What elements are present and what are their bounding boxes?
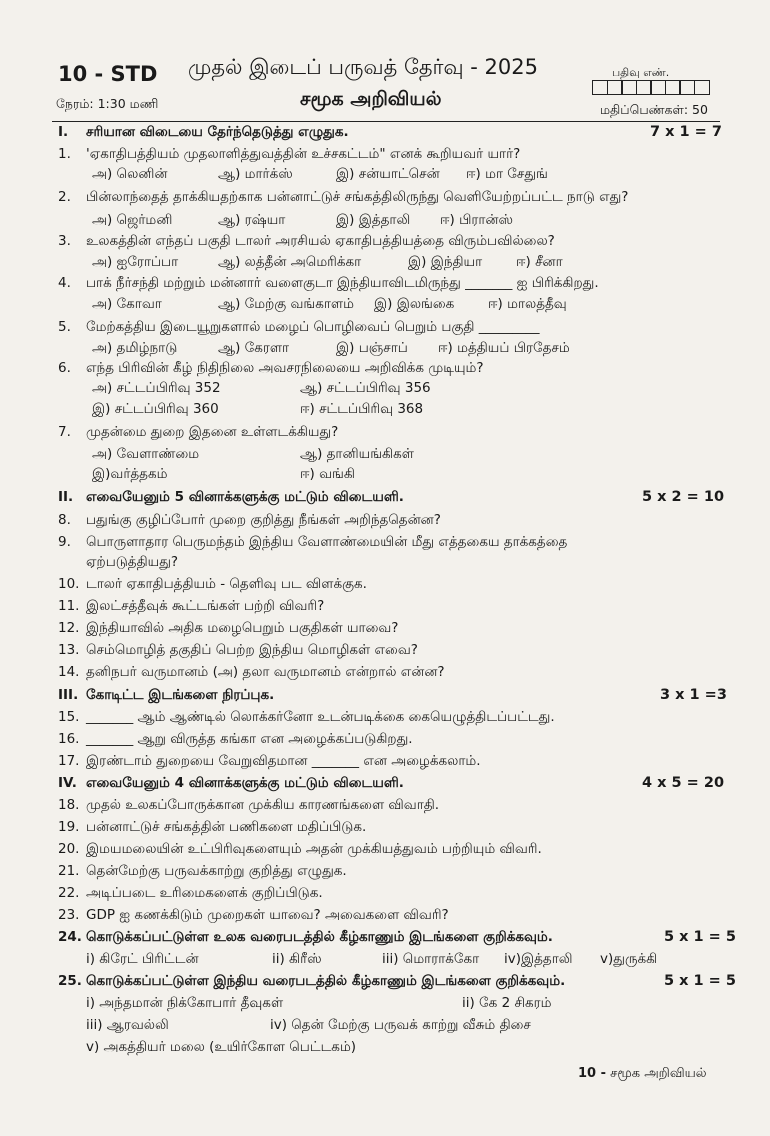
exam-time: நேரம்: 1:30 மணி	[56, 96, 159, 111]
footer-subject: சமூக அறிவியல்	[610, 1066, 707, 1081]
subject-title: சமூக அறிவியல்	[300, 88, 442, 110]
reg-no-label: பதிவு எண்.	[612, 66, 670, 79]
standard-label: 10 - STD	[58, 62, 158, 86]
total-marks: மதிப்பெண்கள்: 50	[600, 102, 708, 117]
exam-paper-page: 10 - STD முதல் இடைப் பருவத் தேர்வு - 2025 பதிவு எண். நேரம்: 1:30 மணி சமூக அறிவியல் மதிப்பெண்கள்: 50 I. சரியான விடையை தேர்ந்தெடுத்து எழுதுக. 7 x 1 = 7 1. 'ஏகாதிபத்தியம் முதலாளித்துவத்தின் உச்சகட்டம்" எனக் கூறியவர் யார்? அ) லெனின் ஆ) மார்க்ஸ் இ) சன்யாட்சென் ஈ) மா சேதுங் 2. பின்லாந்தைத் தாக்கியதற்காக பன்னாட்டுச் சங்கத்திலிருந்து வெளியேற்றப்பட்ட நாடு எது? அ) ஜெர்மனி ஆ) ரஷ்யா இ) இத்தாலி ஈ) பிரான்ஸ் 3. உலகத்தின் எந்தப் பகுதி டாலர் அரசியல் ஏகாதிபத்தியத்தை விரும்பவில்லை? அ) ஐரோப்பா ஆ) லத்தீன் அமெரிக்கா இ) இந்தியா ஈ) சீனா 4. பாக் நீர்சந்தி மற்றும் மன்னார் வளைகுடா இந்தியாவிடமிருந்து _______ ஐ பிரிக்கிறது. அ) கோவா ஆ) மேற்கு வங்காளம் இ) இலங்கை ஈ) மாலத்தீவு 5. மேற்கத்திய இடையூறுகளால் மழைப் பொழிவைப் பெறும் பகுதி _________ அ) தமிழ்நாடு ஆ) கேரளா இ) பஞ்சாப் ஈ) மத்தியப் பிரதேசம் 6. எந்த பிரிவின் கீழ் நிதிநிலை அவசரநிலையை அறிவிக்க முடியும்? அ) சட்டப்பிரிவு 352 ஆ) சட்டப்பிரிவு 356 இ) சட்டப்பிரிவு 360 ஈ) சட்டப்பிரிவு 368 7. முதன்மை துறை இதனை உள்ளடக்கியது? அ) வேளாண்மை ஆ) தானியங்கிகள் இ)வர்த்தகம் ஈ) வங்கி II. எவையேனும் 5 வினாக்களுக்கு மட்டும் விடையளி. 5 x 2 = 10 8. பதுங்கு குழிப்போர் முறை குறித்து நீங்கள் அறிந்ததென்ன? 9. பொருளாதார பெருமந்தம் இந்திய வேளாண்மையின் மீது எத்தகைய தாக்கத்தை ஏற்படுத்தியது? 10. டாலர் ஏகாதிபத்தியம் - தெளிவு பட விளக்குக. 11. இலட்சத்தீவுக் கூட்டங்கள் பற்றி விவரி? 12. இந்தியாவில் அதிக மழைபெறும் பகுதிகள் யாவை? 13. செம்மொழித் தகுதிப் பெற்ற இந்திய மொழிகள் எவை? 14. தனிநபர் வருமானம் (அ) தலா வருமானம் என்றால் என்ன? III. கோடிட்ட இடங்களை நிரப்புக. 3 x 1 =3 15. _______ ஆம் ஆண்டில் லொக்கர்னோ உடன்படிக்கை கையெழுத்திடப்பட்டது. 16. _______ ஆறு விருத்த கங்கா என அழைக்கப்படுகிறது. 17. இரண்டாம் துறையை வேறுவிதமான _______ என அழைக்கலாம். IV. எவையேனும் 4 வினாக்களுக்கு மட்டும் விடையளி. 4 x 5 = 20 18. முதல் உலகப்போருக்கான முக்கிய காரணங்களை விவாதி. 19. பன்னாட்டுச் சங்கத்தின் பணிகளை மதிப்பிடுக. 20. இமயமலையின் உட்பிரிவுகளையும் அதன் முக்கியத்துவம் பற்றியும் விவரி. 21. தென்மேற்கு பருவக்காற்று குறித்து எழுதுக. 22. அடிப்படை உரிமைகளைக் குறிப்பிடுக. 23. GDP ஐ கணக்கிடும் முறைகள் யாவை? அவைகளை விவரி? 24. கொடுக்கப்பட்டுள்ள உலக வரைபடத்தில் கீழ்காணும் இடங்களை குறிக்கவும். 5 x 1 = 5 i) கிரேட் பிரிட்டன் ii) கிரீஸ் iii) மொராக்கோ iv)இத்தாலி v)துருக்கி 25. கொடுக்கப்பட்டுள்ள இந்திய வரைபடத்தில் கீழ்காணும் இடங்களை குறிக்கவும். 5 x 1 = 5 i) அந்தமான் நிக்கோபார் தீவுகள் ii) கே 2 சிகரம் iii) ஆரவல்லி iv) தென் மேற்கு பருவக் காற்று வீசும் திசை v) அகத்தியர் மலை (உயிர்கோள பெட்டகம்) 10 - சமூக அறிவியல்	[0, 0, 770, 1136]
page-footer	[578, 1066, 707, 1082]
header-divider	[52, 121, 720, 122]
footer-std: 10 -	[578, 1066, 607, 1081]
reg-no-boxes	[592, 80, 708, 95]
exam-title: முதல் இடைப் பருவத் தேர்வு - 2025	[188, 55, 538, 79]
